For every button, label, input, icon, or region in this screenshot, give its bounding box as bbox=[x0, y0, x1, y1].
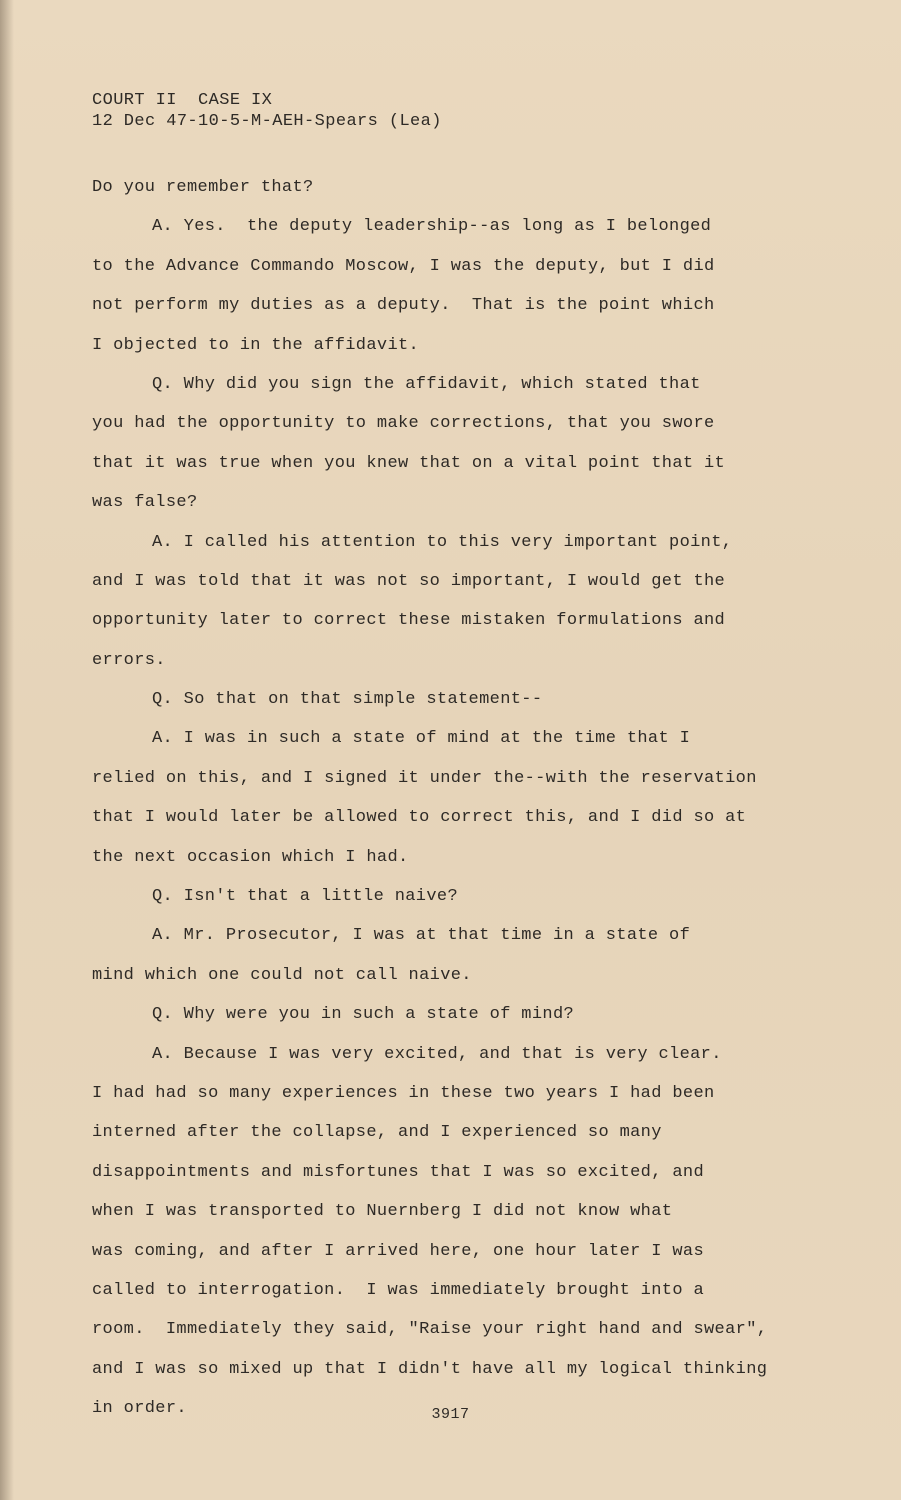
transcript-line: A. Mr. Prosecutor, I was at that time in a state of bbox=[152, 926, 691, 946]
transcript-line: mind which one could not call naive. bbox=[92, 965, 472, 985]
transcript-line: A. Because I was very excited, and that is very clear. bbox=[152, 1044, 722, 1064]
transcript-line: I objected to in the affidavit. bbox=[92, 335, 420, 355]
transcript-line: disappointments and misfortunes that I was so excited, and bbox=[92, 1162, 704, 1182]
court-case-label: COURT II CASE IX bbox=[92, 91, 273, 110]
transcript-line: opportunity later to correct these mistaken formulations and bbox=[92, 611, 726, 631]
transcript-line: errors. bbox=[92, 650, 166, 670]
transcript-line: you had the opportunity to make corrections, that you swore bbox=[92, 414, 715, 434]
transcript-line: relied on this, and I signed it under the--with the reservation bbox=[92, 768, 757, 788]
transcript-line: called to interrogation. I was immediately brought into a bbox=[92, 1280, 704, 1300]
page-number: 3917 bbox=[431, 1406, 470, 1423]
transcript-line: the next occasion which I had. bbox=[92, 847, 409, 867]
transcript-line: that it was true when you knew that on a vital point that it bbox=[92, 453, 726, 473]
transcript-line: and I was so mixed up that I didn't have all my logical thinking bbox=[92, 1359, 768, 1379]
transcript-line: Q. Why were you in such a state of mind? bbox=[152, 1005, 575, 1025]
transcript-line: room. Immediately they said, "Raise your right hand and swear", bbox=[92, 1320, 768, 1340]
transcript-line: to the Advance Commando Moscow, I was the deputy, but I did bbox=[92, 256, 715, 276]
transcript-line: was false? bbox=[92, 493, 198, 513]
transcript-line: A. I called his attention to this very important point, bbox=[152, 532, 733, 552]
transcript-line: not perform my duties as a deputy. That is the point which bbox=[92, 296, 715, 316]
transcript-line: Q. So that on that simple statement-- bbox=[152, 690, 543, 710]
transcript-body bbox=[92, 168, 852, 1429]
transcript-line: A. I was in such a state of mind at the time that I bbox=[152, 729, 691, 749]
transcript-line: I had had so many experiences in these two years I had been bbox=[92, 1083, 715, 1103]
transcript-line: when I was transported to Nuernberg I did not know what bbox=[92, 1202, 673, 1222]
transcript-line: Q. Isn't that a little naive? bbox=[152, 887, 458, 907]
page-edge-shadow bbox=[0, 0, 14, 1500]
session-info-label: 12 Dec 47-10-5-M-AEH-Spears (Lea) bbox=[92, 112, 442, 131]
document-header bbox=[92, 90, 442, 132]
transcript-line: that I would later be allowed to correct this, and I did so at bbox=[92, 808, 747, 828]
transcript-line: in order. bbox=[92, 1399, 187, 1419]
transcript-line: Do you remember that? bbox=[92, 178, 314, 197]
transcript-line: Q. Why did you sign the affidavit, which stated that bbox=[152, 374, 701, 394]
transcript-line: and I was told that it was not so important, I would get the bbox=[92, 571, 726, 591]
transcript-line: A. Yes. the deputy leadership--as long as I belonged bbox=[152, 217, 712, 237]
transcript-line: interned after the collapse, and I experienced so many bbox=[92, 1123, 662, 1143]
transcript-line: was coming, and after I arrived here, one hour later I was bbox=[92, 1241, 704, 1261]
